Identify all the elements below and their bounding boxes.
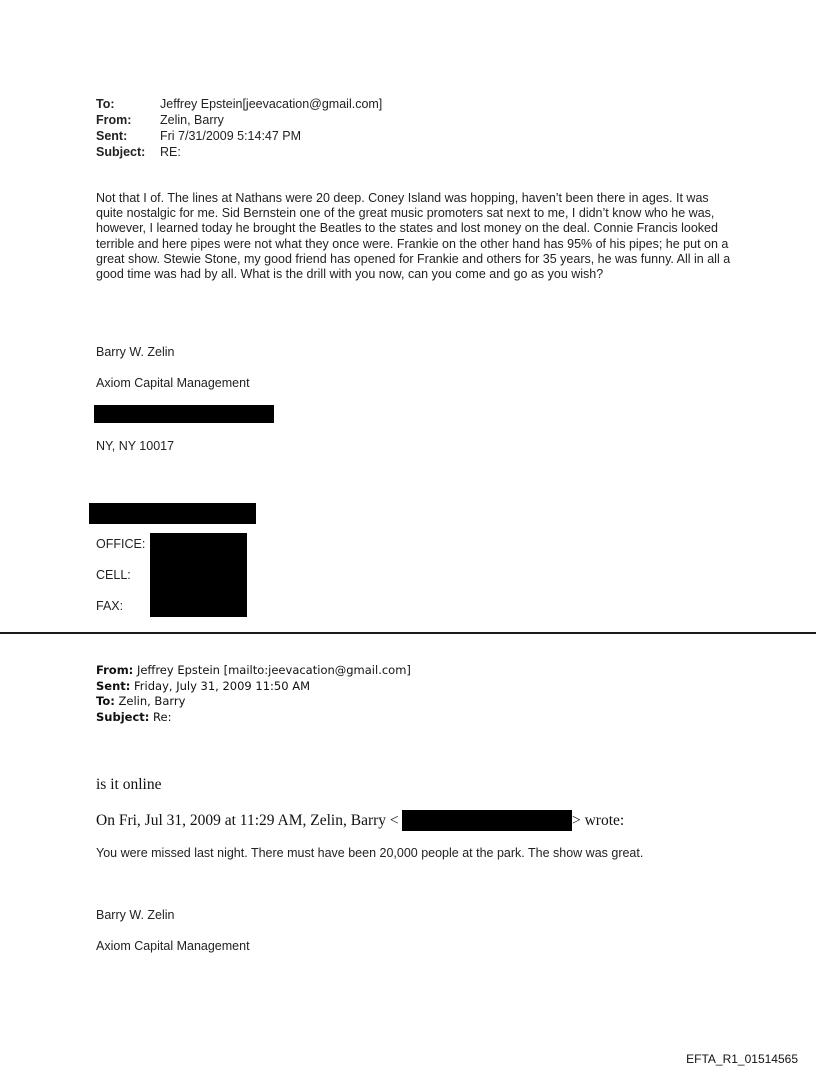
quoted-subject-value: Re:: [153, 709, 172, 724]
subject-label: Subject:: [96, 145, 146, 159]
email-body: Not that I of. The lines at Nathans were 20 deep. Coney Island was hopping, haven’t been there in ages. It was quite nostalgic for me. Sid Bernstein one of the great music promoters sat next to me, I didn’t know who he was, however, I learned today he brought the Beatles to the states and lost money on the deal. Connie Francis looked terrible and here pipes were not what they once were. Frankie on the other hand has 95% of his pipes; he put on a great show. Stewie Stone, my good friend has opened for Frankie and others for 35 years, he was funny. All in all a good time was had by all. What is the drill with you now, can you come and go as you wish?: [96, 191, 731, 282]
quoted-to-row: [96, 694, 411, 710]
redaction-address: [94, 405, 274, 423]
redaction-block: [89, 503, 256, 524]
quoted-subject-label: Subject:: [96, 709, 150, 724]
quoted-body: You were missed last night. There must have been 20,000 people at the park. The show was great.: [96, 846, 644, 860]
from-label: From:: [96, 113, 132, 127]
quoted-sent-row: [96, 679, 411, 695]
document-id: EFTA_R1_01514565: [686, 1052, 798, 1066]
quoted-from-row: [96, 663, 411, 679]
reply-text: is it online: [96, 776, 162, 793]
email-header: [96, 96, 382, 160]
to-value: Jeffrey Epstein[jeevacation@gmail.com]: [160, 97, 383, 111]
cell-label: CELL:: [96, 568, 131, 582]
quoted-from-label: From:: [96, 663, 134, 677]
quote-attribution-suffix: > wrote:: [572, 812, 625, 829]
from-value: Zelin, Barry: [160, 113, 224, 127]
redaction-email: [402, 810, 572, 831]
quoted-signature-name: Barry W. Zelin: [96, 908, 175, 922]
fax-label: FAX:: [96, 599, 124, 613]
quoted-signature-company: Axiom Capital Management: [96, 939, 250, 953]
office-label: OFFICE:: [96, 537, 146, 551]
quoted-from-value: Jeffrey Epstein [mailto:jeevacation@gmail.com]: [136, 663, 411, 677]
sent-row: [96, 128, 382, 144]
quoted-sent-value: Friday, July 31, 2009 11:50 AM: [134, 678, 310, 693]
quoted-sent-label: Sent:: [96, 678, 131, 693]
subject-row: [96, 144, 382, 160]
from-row: [96, 112, 382, 128]
quote-attribution-prefix: On Fri, Jul 31, 2009 at 11:29 AM, Zelin, Barry <: [96, 812, 399, 829]
to-row: [96, 96, 382, 112]
quoted-to-label: To:: [96, 694, 115, 708]
quoted-to-value: Zelin, Barry: [118, 694, 186, 708]
signature-name: Barry W. Zelin: [96, 345, 175, 359]
quoted-email-header: [96, 663, 411, 725]
divider: [0, 632, 816, 634]
sent-value: Fri 7/31/2009 5:14:47 PM: [160, 129, 302, 143]
sent-label: Sent:: [96, 129, 128, 143]
signature-city: NY, NY 10017: [96, 439, 175, 453]
subject-value: RE:: [160, 145, 181, 159]
to-label: To:: [96, 97, 115, 111]
quoted-subject-row: [96, 710, 411, 726]
redaction-phone-numbers: [150, 533, 247, 617]
signature-company: Axiom Capital Management: [96, 376, 250, 390]
